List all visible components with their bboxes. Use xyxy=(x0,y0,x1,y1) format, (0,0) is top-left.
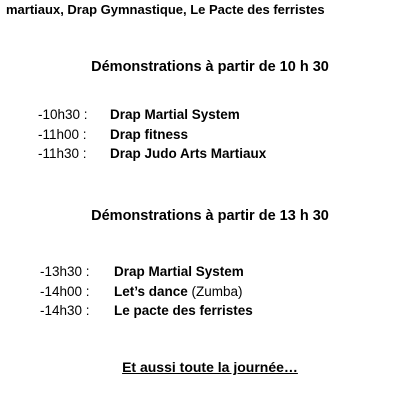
schedule-activity xyxy=(110,127,188,142)
schedule-time: -14h30 : xyxy=(40,303,90,318)
activity-title: Drap Judo Arts Martiaux xyxy=(110,146,267,161)
morning-schedule xyxy=(0,107,420,166)
schedule-time: -14h00 : xyxy=(40,283,90,299)
schedule-item xyxy=(0,146,420,166)
schedule-item xyxy=(0,303,420,323)
afternoon-schedule xyxy=(0,264,420,323)
schedule-item xyxy=(0,264,420,284)
activity-title: Drap Martial System xyxy=(110,107,240,122)
all-day-footer: Et aussi toute la journée… xyxy=(122,359,298,375)
schedule-time: -13h30 : xyxy=(40,264,90,279)
schedule-item xyxy=(0,127,420,147)
schedule-time: -11h00 : xyxy=(38,126,87,142)
schedule-activity xyxy=(110,107,240,122)
schedule-activity xyxy=(114,264,244,279)
activity-title: Drap Martial System xyxy=(114,264,244,279)
schedule-time: -11h30 : xyxy=(38,146,87,161)
schedule-item xyxy=(0,284,420,304)
activity-title: Drap fitness xyxy=(110,126,189,142)
afternoon-demonstrations-heading: Démonstrations à partir de 13 h 30 xyxy=(91,208,329,224)
activity-note: (Zumba) xyxy=(187,283,243,299)
morning-demonstrations-heading: Démonstrations à partir de 10 h 30 xyxy=(91,59,329,75)
schedule-item xyxy=(0,107,420,127)
activity-title: Le pacte des ferristes xyxy=(114,303,253,318)
schedule-activity xyxy=(114,303,253,318)
schedule-activity xyxy=(110,146,266,161)
activity-title: Let’s dance xyxy=(114,283,188,299)
schedule-activity xyxy=(114,284,243,299)
schedule-time: -10h30 : xyxy=(38,107,88,122)
intro-text-line: martiaux, Drap Gymnastique, Le Pacte des ferristes xyxy=(6,2,325,17)
